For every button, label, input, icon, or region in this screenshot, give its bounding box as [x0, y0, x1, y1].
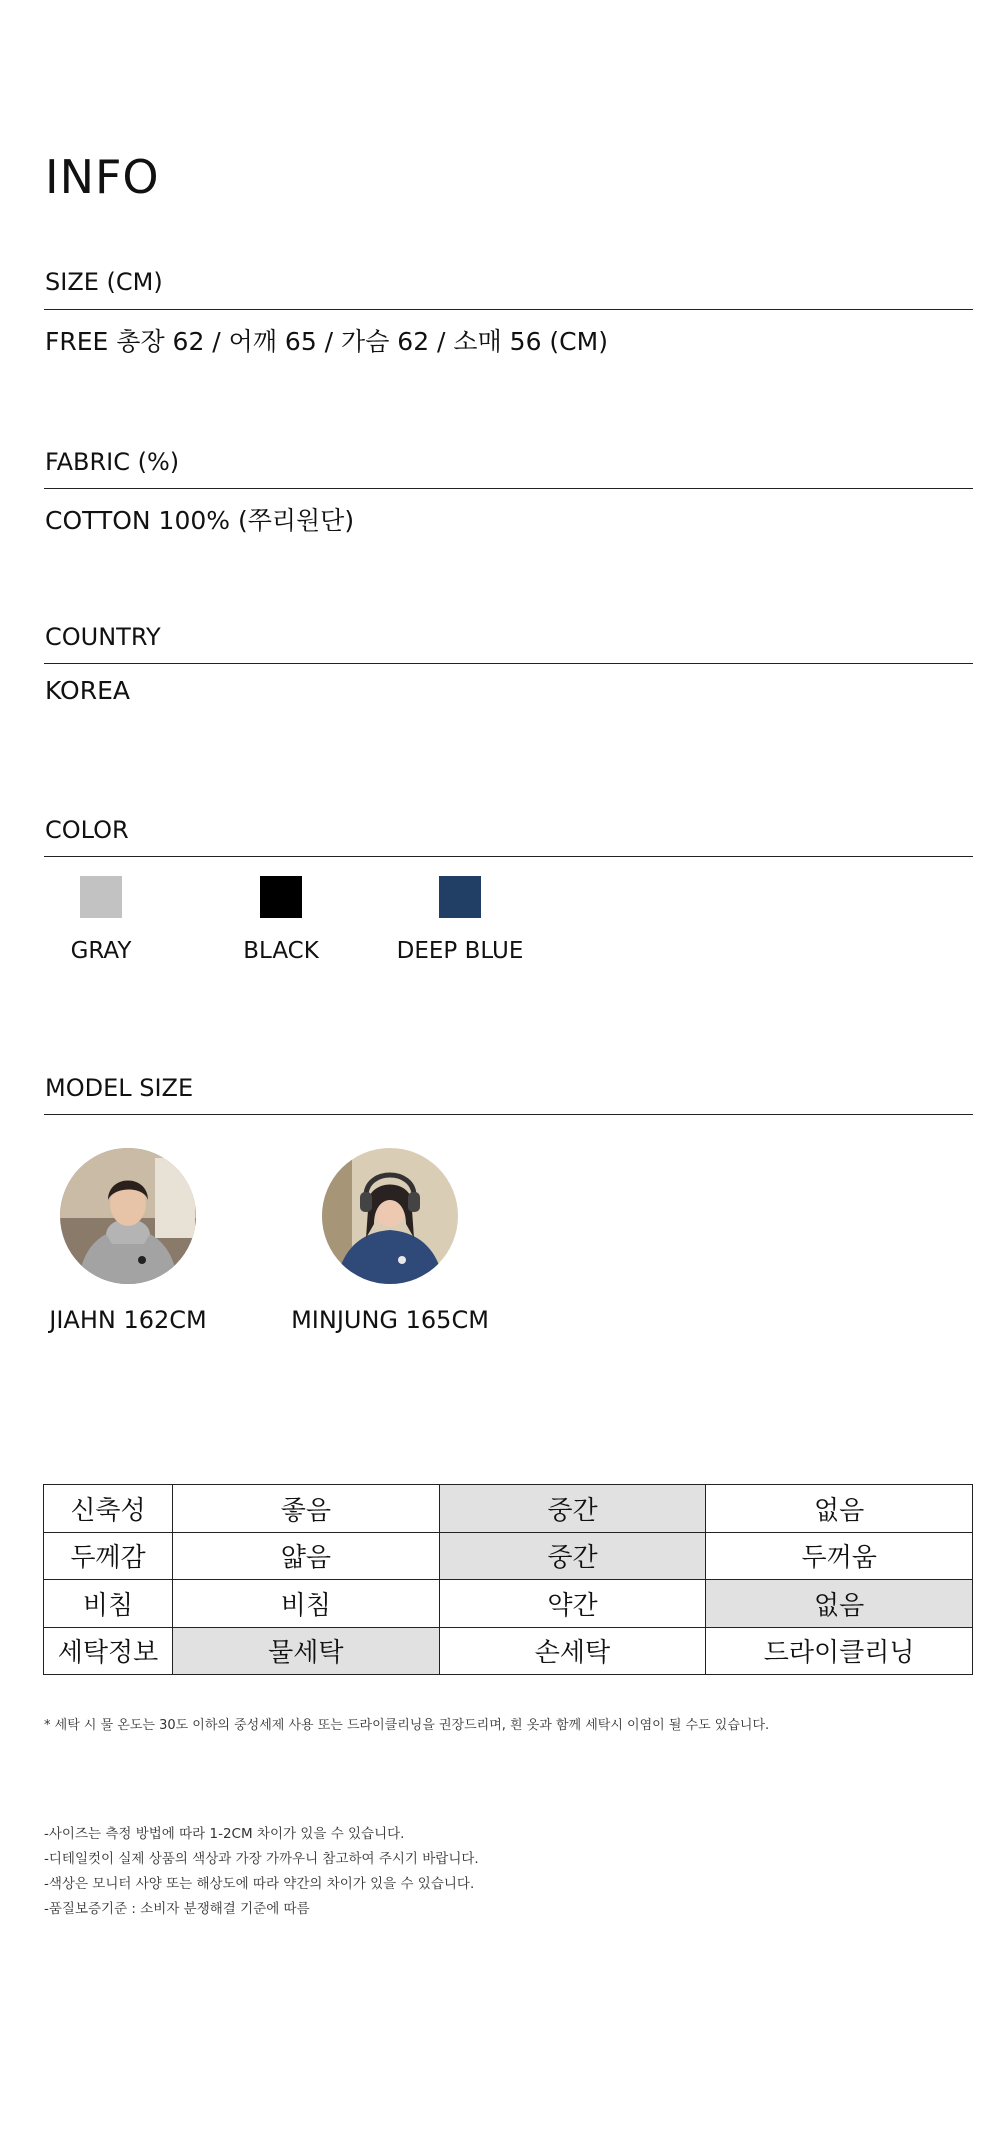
attribute-option: 두꺼움 — [706, 1532, 973, 1580]
color-option-deep-blue — [380, 876, 540, 964]
country-value: KOREA — [45, 676, 130, 705]
fabric-divider — [44, 488, 973, 489]
color-name-gray: GRAY — [70, 938, 132, 964]
attribute-option: 손세탁 — [439, 1627, 706, 1675]
attribute-option: 물세탁 — [173, 1627, 440, 1675]
country-divider — [44, 663, 973, 664]
size-value: FREE 총장 62 / 어깨 65 / 가슴 62 / 소매 56 (CM) — [45, 327, 608, 356]
attribute-option: 약간 — [439, 1580, 706, 1628]
attribute-name: 비침 — [44, 1580, 173, 1628]
country-label: COUNTRY — [45, 623, 161, 651]
color-swatch-gray — [80, 876, 122, 918]
color-option-black — [201, 876, 361, 964]
model-size-label: MODEL SIZE — [45, 1074, 194, 1102]
attribute-option: 없음 — [706, 1580, 973, 1628]
attribute-name: 두께감 — [44, 1532, 173, 1580]
model-avatar-minjung — [322, 1148, 458, 1284]
note-line: -품질보증기준 : 소비자 분쟁해결 기준에 따름 — [44, 1901, 310, 1917]
attribute-option: 중간 — [439, 1485, 706, 1533]
attribute-option: 좋음 — [173, 1485, 440, 1533]
color-divider — [44, 856, 973, 857]
attribute-name: 신축성 — [44, 1485, 173, 1533]
size-divider — [44, 309, 973, 310]
color-label: COLOR — [45, 816, 129, 844]
color-name-black: BLACK — [243, 938, 319, 964]
attribute-table — [43, 1484, 973, 1675]
note-line: -디테일컷이 실제 상품의 색상과 가장 가까우니 참고하여 주시기 바랍니다. — [44, 1851, 479, 1867]
table-row — [44, 1627, 973, 1675]
model-avatar-jiahn — [60, 1148, 196, 1284]
attribute-name: 세탁정보 — [44, 1627, 173, 1675]
model-size-divider — [44, 1114, 973, 1115]
note-line: -색상은 모니터 사양 또는 해상도에 따라 약간의 차이가 있을 수 있습니다. — [44, 1876, 475, 1892]
attribute-option: 중간 — [439, 1532, 706, 1580]
table-row — [44, 1580, 973, 1628]
model-card-minjung — [286, 1148, 494, 1334]
model-label-jiahn: JIAHN 162CM — [49, 1306, 207, 1334]
attribute-option: 얇음 — [173, 1532, 440, 1580]
model-card-jiahn — [45, 1148, 211, 1334]
fabric-value: COTTON 100% (쭈리원단) — [45, 506, 355, 535]
color-name-deep-blue: DEEP BLUE — [396, 938, 524, 964]
attribute-option: 드라이클리닝 — [706, 1627, 973, 1675]
fabric-label: FABRIC (%) — [45, 448, 180, 476]
color-option-gray — [21, 876, 181, 964]
table-row — [44, 1485, 973, 1533]
size-label: SIZE (CM) — [45, 268, 163, 296]
wash-note: * 세탁 시 물 온도는 30도 이하의 중성세제 사용 또는 드라이클리닝을 권장드리며, 흰 옷과 함께 세탁시 이염이 될 수도 있습니다. — [44, 1718, 770, 1733]
color-swatch-black — [260, 876, 302, 918]
color-swatch-deep-blue — [439, 876, 481, 918]
attribute-option: 비침 — [173, 1580, 440, 1628]
attribute-option: 없음 — [706, 1485, 973, 1533]
note-line: -사이즈는 측정 방법에 따라 1-2CM 차이가 있을 수 있습니다. — [44, 1826, 405, 1842]
model-label-minjung: MINJUNG 165CM — [291, 1306, 489, 1334]
table-row — [44, 1532, 973, 1580]
info-title: INFO — [45, 150, 160, 204]
